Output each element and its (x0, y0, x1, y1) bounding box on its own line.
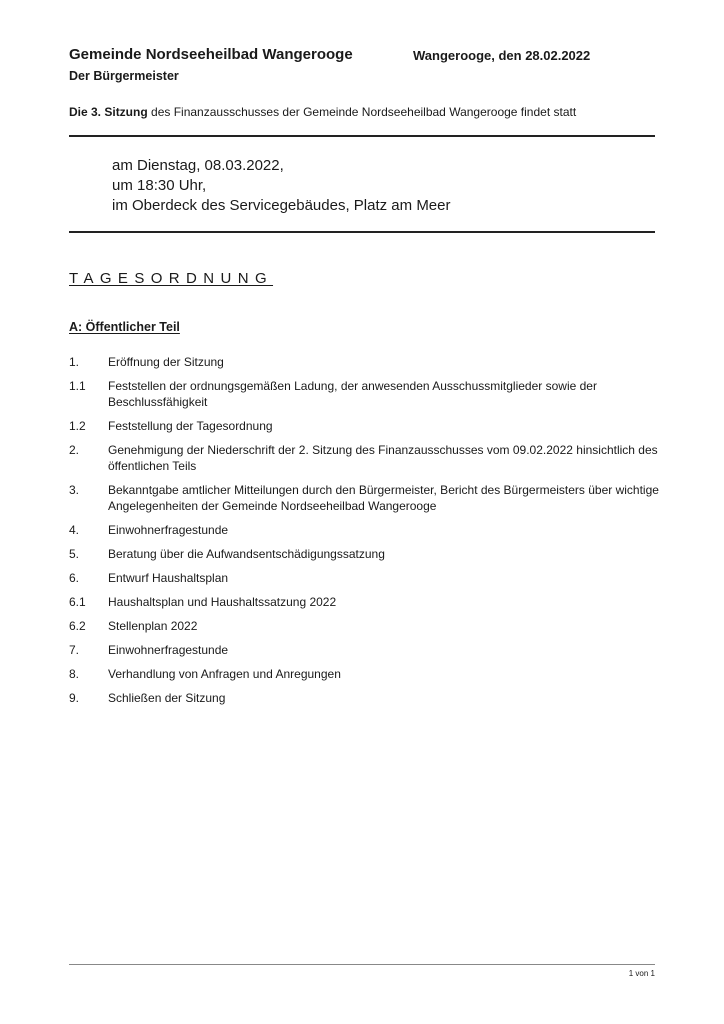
agenda-item (69, 442, 659, 474)
place-date: Wangerooge, den 28.02.2022 (413, 48, 591, 63)
letterhead (69, 45, 353, 85)
agenda-item-text: Bekanntgabe amtlicher Mitteilungen durch den Bürgermeister, Bericht des Bürgermeisters über wichtige Angelegenheiten der Gemeinde Nordseeheilbad Wangerooge (108, 483, 659, 513)
agenda-item (69, 570, 659, 586)
agenda-item-number: 7. (69, 643, 80, 657)
agenda-list (69, 354, 659, 714)
agenda-item-text: Feststellung der Tagesordnung (108, 419, 273, 433)
agenda-item-number: 1.1 (69, 379, 86, 393)
organization-name: Gemeinde Nordseeheilbad Wangerooge (69, 46, 353, 63)
agenda-item-text: Stellenplan 2022 (108, 619, 198, 633)
agenda-item (69, 642, 659, 658)
agenda-item-text: Beratung über die Aufwandsentschädigungssatzung (108, 547, 385, 561)
meeting-time: um 18:30 Uhr, (112, 177, 207, 194)
agenda-item-text: Feststellen der ordnungsgemäßen Ladung, der anwesenden Ausschussmitglieder sowie der Beschlussfähigkeit (108, 379, 597, 409)
agenda-item-number: 6.2 (69, 619, 86, 633)
agenda-item-text: Eröffnung der Sitzung (108, 355, 224, 369)
top-divider (69, 135, 655, 137)
meeting-location: im Oberdeck des Servicegebäudes, Platz am Meer (112, 197, 451, 214)
agenda-item (69, 666, 659, 682)
meeting-date: am Dienstag, 08.03.2022, (112, 157, 284, 174)
agenda-item-number: 4. (69, 523, 80, 537)
agenda-item-text: Verhandlung von Anfragen und Anregungen (108, 667, 341, 681)
agenda-item-text: Einwohnerfragestunde (108, 523, 229, 537)
agenda-item-number: 9. (69, 691, 80, 705)
intro-text: des Finanzausschusses der Gemeinde Nordseeheilbad Wangerooge findet statt (147, 105, 577, 119)
agenda-title: TAGESORDNUNG (69, 270, 274, 287)
agenda-item-number: 1. (69, 355, 80, 369)
section-title: A: Öffentlicher Teil (69, 320, 180, 334)
agenda-item-number: 6. (69, 571, 80, 585)
agenda-item-number: 6.1 (69, 595, 86, 609)
agenda-item (69, 482, 659, 514)
agenda-item-text: Einwohnerfragestunde (108, 643, 229, 657)
agenda-item (69, 618, 659, 634)
agenda-item-number: 5. (69, 547, 80, 561)
page-number: 1 von 1 (628, 969, 655, 978)
agenda-item-text: Entwurf Haushaltsplan (108, 571, 229, 585)
agenda-item (69, 594, 659, 610)
department-name: Der Bürgermeister (69, 69, 179, 83)
agenda-item (69, 690, 659, 706)
agenda-item (69, 378, 659, 410)
agenda-item-number: 8. (69, 667, 80, 681)
agenda-item-text: Haushaltsplan und Haushaltssatzung 2022 (108, 595, 337, 609)
agenda-item-number: 1.2 (69, 419, 86, 433)
intro-bold-prefix: Die 3. Sitzung (69, 105, 148, 119)
agenda-item (69, 354, 659, 370)
agenda-item (69, 546, 659, 562)
agenda-item-number: 3. (69, 483, 80, 497)
bottom-divider (69, 231, 655, 233)
agenda-item-text: Genehmigung der Niederschrift der 2. Sitzung des Finanzausschusses vom 09.02.2022 hinsichtlich des öffentlichen Teils (108, 443, 658, 473)
meeting-details (112, 156, 451, 216)
intro-sentence (69, 104, 576, 120)
agenda-item (69, 522, 659, 538)
agenda-item-text: Schließen der Sitzung (108, 691, 226, 705)
footer-divider (69, 964, 655, 965)
agenda-item (69, 418, 659, 434)
agenda-item-number: 2. (69, 443, 80, 457)
